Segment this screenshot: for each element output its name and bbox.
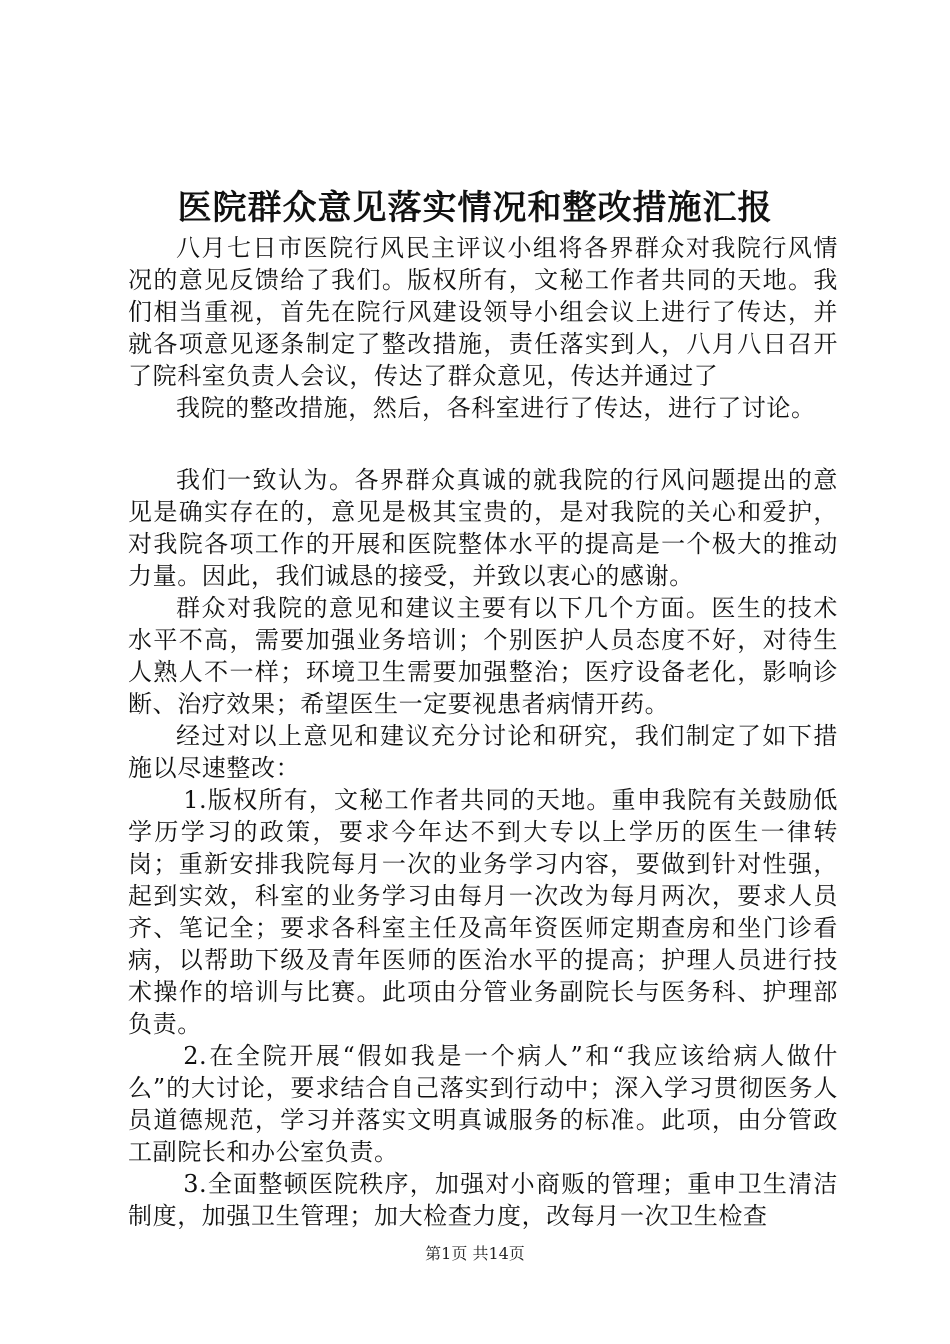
document-title: 医院群众意见落实情况和整改措施汇报 xyxy=(177,188,773,228)
paragraph-intro-continued: 我院的整改措施，然后，各科室进行了传达，进行了讨论。 xyxy=(176,394,816,422)
measure-item-3: 3.全面整顿医院秩序，加强对小商贩的管理；重申卫生清洁制度，加强卫生管理；加大检查力度，改每月一次卫生检查 xyxy=(128,1170,838,1230)
measure-item-2: 2.在全院开展“假如我是一个病人”和“我应该给病人做什么”的大讨论，要求结合自己落实到行动中；深入学习贯彻医务人员道德规范，学习并落实文明真诚服务的标准。此项，由分管政工副院长和办公室负责。 xyxy=(128,1042,838,1166)
paragraph-intro: 八月七日市医院行风民主评议小组将各界群众对我院行风情况的意见反馈给了我们。版权所有，文秘工作者共同的天地。我们相当重视，首先在院行风建设领导小组会议上进行了传达，并就各项意见逐条制定了整改措施，责任落实到人，八月八日召开了院科室负责人会议，传达了群众意见，传达并通过了 xyxy=(128,234,838,390)
measure-item-1: 1.版权所有，文秘工作者共同的天地。重申我院有关鼓励低学历学习的政策，要求今年达不到大专以上学历的医生一律转岗；重新安排我院每月一次的业务学习内容，要做到针对性强，起到实效，科室的业务学习由每月一次改为每月两次，要求人员齐、笔记全；要求各科室主任及高年资医师定期查房和坐门诊看病，以帮助下级及青年医师的医治水平的提高；护理人员进行技术操作的培训与比赛。此项由分管业务副院长与医务科、护理部负责。 xyxy=(128,786,838,1038)
paragraph-measures-intro: 经过对以上意见和建议充分讨论和研究，我们制定了如下措施以尽速整改： xyxy=(128,722,838,782)
page-number-footer: 第1页 共14页 xyxy=(425,1244,525,1263)
paragraph-opinions: 群众对我院的意见和建议主要有以下几个方面。医生的技术水平不高，需要加强业务培训；个别医护人员态度不好，对待生人熟人不一样；环境卫生需要加强整治；医疗设备老化，影响诊断、治疗效果；希望医生一定要视患者病情开药。 xyxy=(128,594,838,718)
document-body xyxy=(128,232,838,1232)
paragraph-consensus: 我们一致认为。各界群众真诚的就我院的行风问题提出的意见是确实存在的，意见是极其宝贵的，是对我院的关心和爱护，对我院各项工作的开展和医院整体水平的提高是一个极大的推动力量。因此，我们诚恳的接受，并致以衷心的感谢。 xyxy=(128,466,838,590)
